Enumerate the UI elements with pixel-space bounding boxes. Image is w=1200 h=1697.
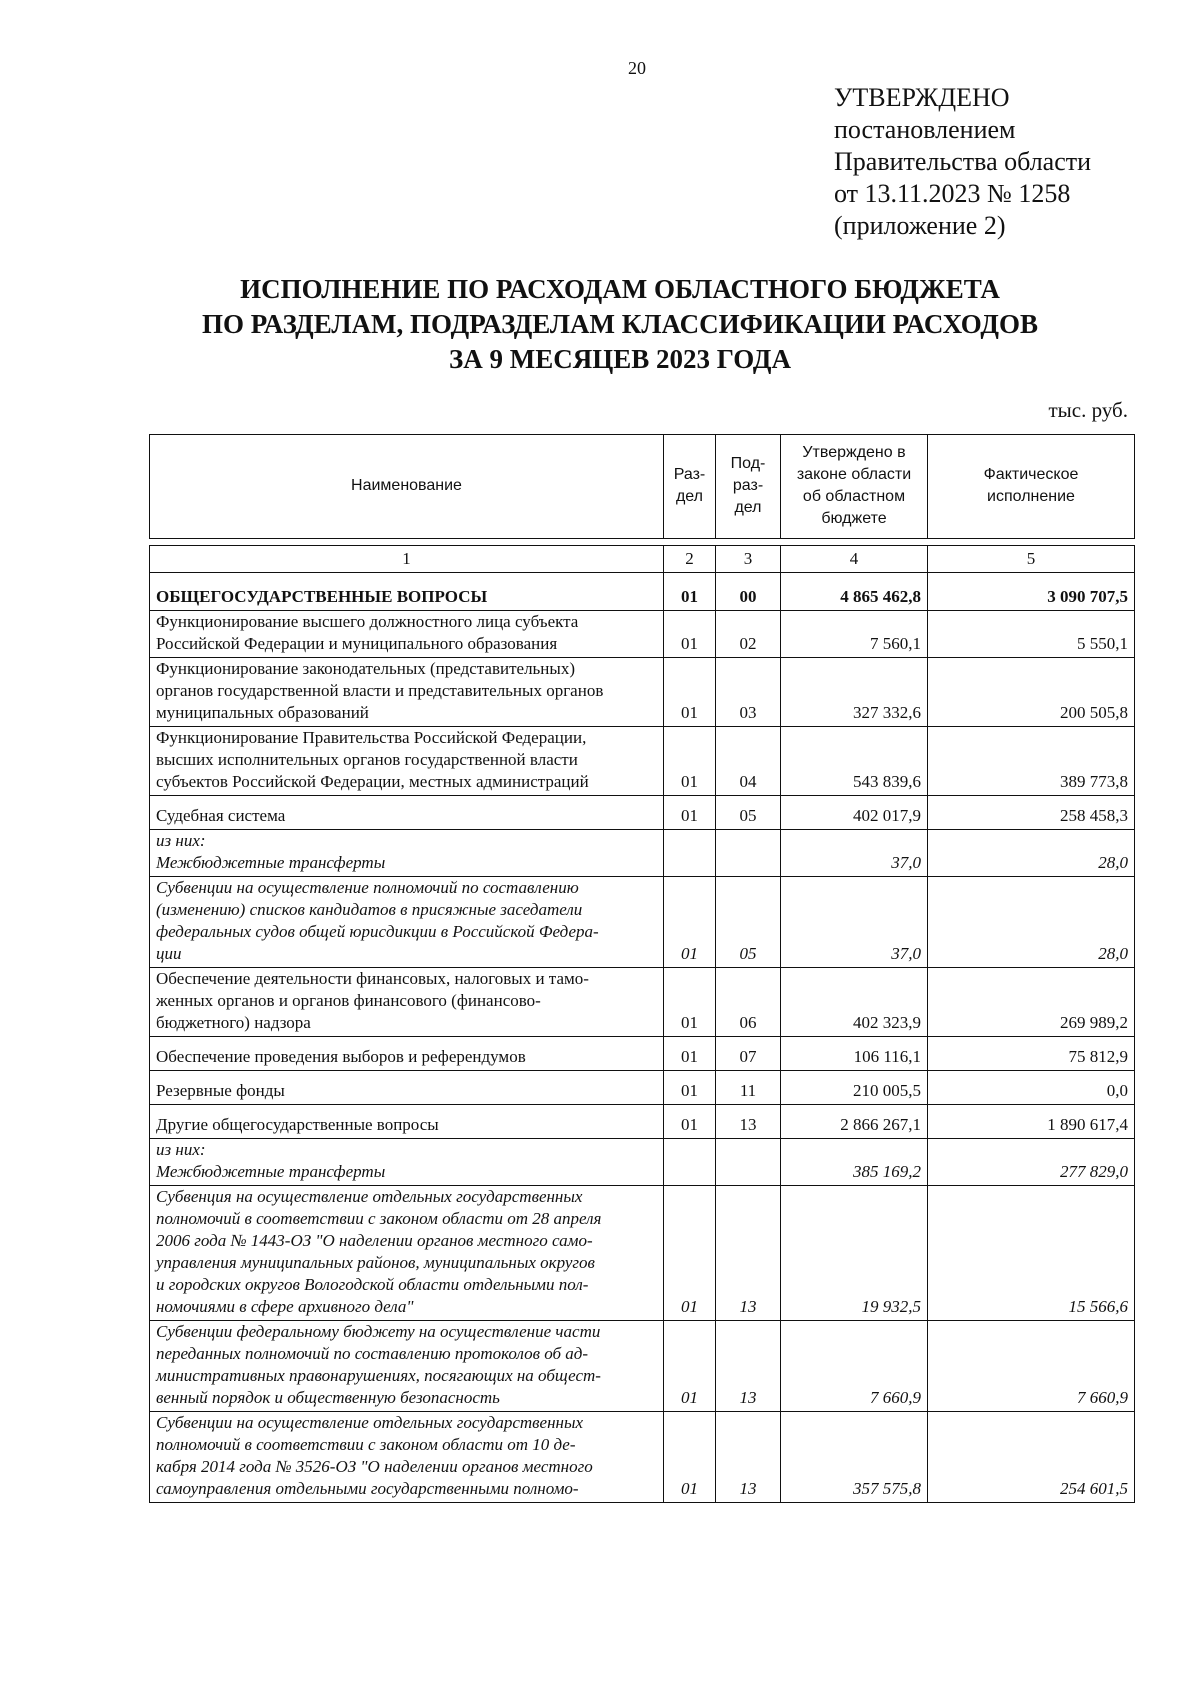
- row-actual-cell: 7 660,9: [928, 1321, 1135, 1412]
- row-approved-cell: 7 660,9: [781, 1321, 928, 1412]
- row-actual-cell: 254 601,5: [928, 1412, 1135, 1503]
- spacer-cell: [716, 539, 781, 546]
- spacer-cell: [781, 539, 928, 546]
- row-razdel-cell: [664, 830, 716, 877]
- row-approved-cell: 385 169,2: [781, 1139, 928, 1186]
- title-line-1: ИСПОЛНЕНИЕ ПО РАСХОДАМ ОБЛАСТНОГО БЮДЖЕТА: [240, 274, 1000, 304]
- approval-line-1: УТВЕРЖДЕНО: [834, 83, 1010, 112]
- table-row: [150, 796, 1135, 830]
- column-number-row: [150, 546, 1135, 573]
- row-podrazdel-cell: 13: [716, 1186, 781, 1321]
- row-podrazdel-cell: 05: [716, 877, 781, 968]
- row-razdel-cell: 01: [664, 1071, 716, 1105]
- row-razdel-cell: 01: [664, 796, 716, 830]
- table-row: [150, 1037, 1135, 1071]
- title-line-3: ЗА 9 МЕСЯЦЕВ 2023 ГОДА: [449, 344, 791, 374]
- row-name-cell: Резервные фонды: [150, 1071, 664, 1105]
- row-name-cell: Субвенция на осуществление отдельных государственных полномочий в соответствии с законом области от 28 апреля 2006 года № 1443-ОЗ "О наделении органов местного само- управления муниципальных районов, муниципальных округов и городских округов Вологодской области отдельными пол- номочиями в сфере архивного дела": [150, 1186, 664, 1321]
- units-label: тыс. руб.: [1048, 398, 1128, 422]
- row-podrazdel-cell: 03: [716, 658, 781, 727]
- header-podrazdel: Под- раз- дел: [716, 435, 781, 539]
- row-podrazdel-cell: 06: [716, 968, 781, 1037]
- row-podrazdel-cell: 13: [716, 1412, 781, 1503]
- row-podrazdel-cell: 13: [716, 1105, 781, 1139]
- row-name-cell: Обеспечение проведения выборов и референдумов: [150, 1037, 664, 1071]
- row-name-cell: Субвенции на осуществление отдельных государственных полномочий в соответствии с законом области от 10 де- кабря 2014 года № 3526-ОЗ "О наделении органов местного самоуправления отдельными государственными полномо-: [150, 1412, 664, 1503]
- header-name: Наименование: [150, 435, 664, 539]
- title-line-2: ПО РАЗДЕЛАМ, ПОДРАЗДЕЛАМ КЛАССИФИКАЦИИ РАСХОДОВ: [201, 309, 1039, 339]
- row-approved-cell: 37,0: [781, 830, 928, 877]
- approval-line-3: Правительства области: [834, 147, 1092, 176]
- row-actual-cell: 28,0: [928, 830, 1135, 877]
- row-actual-cell: 258 458,3: [928, 796, 1135, 830]
- row-name-cell: Функционирование высшего должностного лица субъекта Российской Федерации и муниципального образования: [150, 611, 664, 658]
- table-row: [150, 1412, 1135, 1503]
- row-razdel-cell: 01: [664, 611, 716, 658]
- row-razdel-cell: 01: [664, 1186, 716, 1321]
- row-approved-cell: 327 332,6: [781, 658, 928, 727]
- header-row: [150, 435, 1135, 539]
- row-razdel-cell: 01: [664, 877, 716, 968]
- table-body: [150, 539, 1135, 1503]
- row-podrazdel-cell: [716, 1139, 781, 1186]
- row-name-cell: Субвенции федеральному бюджету на осуществление части переданных полномочий по составлению протоколов об ад- министративных правонарушениях, посягающих на общест- венный порядок и общественную безопасность: [150, 1321, 664, 1412]
- row-podrazdel-cell: 05: [716, 796, 781, 830]
- budget-table: [149, 434, 1135, 1503]
- column-number-cell: 3: [716, 546, 781, 573]
- row-approved-cell: 19 932,5: [781, 1186, 928, 1321]
- approval-line-2: постановлением: [834, 115, 1016, 144]
- row-name-cell: из них: Межбюджетные трансферты: [150, 1139, 664, 1186]
- row-name-cell: из них: Межбюджетные трансферты: [150, 830, 664, 877]
- spacer-row: [150, 539, 1135, 546]
- row-name-cell: Функционирование законодательных (представительных) органов государственной власти и представительных органов муниципальных образований: [150, 658, 664, 727]
- row-razdel-cell: [664, 1139, 716, 1186]
- table-row: [150, 1186, 1135, 1321]
- row-name-cell: Судебная система: [150, 796, 664, 830]
- row-actual-cell: 200 505,8: [928, 658, 1135, 727]
- row-actual-cell: 15 566,6: [928, 1186, 1135, 1321]
- row-approved-cell: 7 560,1: [781, 611, 928, 658]
- row-name-cell: Обеспечение деятельности финансовых, налоговых и тамо- женных органов и органов финансового (финансово- бюджетного) надзора: [150, 968, 664, 1037]
- table-row: [150, 877, 1135, 968]
- row-actual-cell: 389 773,8: [928, 727, 1135, 796]
- row-podrazdel-cell: 00: [716, 573, 781, 611]
- row-actual-cell: 75 812,9: [928, 1037, 1135, 1071]
- row-name-cell: Функционирование Правительства Российской Федерации, высших исполнительных органов государственной власти субъектов Российской Федерации, местных администраций: [150, 727, 664, 796]
- row-approved-cell: 210 005,5: [781, 1071, 928, 1105]
- spacer-cell: [928, 539, 1135, 546]
- row-approved-cell: 402 017,9: [781, 796, 928, 830]
- table-row: [150, 658, 1135, 727]
- row-podrazdel-cell: 11: [716, 1071, 781, 1105]
- row-razdel-cell: 01: [664, 1412, 716, 1503]
- approval-line-5: (приложение 2): [834, 211, 1006, 240]
- table-row: [150, 1321, 1135, 1412]
- table-row: [150, 1071, 1135, 1105]
- table-row: [150, 968, 1135, 1037]
- row-actual-cell: 269 989,2: [928, 968, 1135, 1037]
- table-row: [150, 573, 1135, 611]
- column-number-cell: 2: [664, 546, 716, 573]
- spacer-cell: [150, 539, 664, 546]
- row-actual-cell: 3 090 707,5: [928, 573, 1135, 611]
- table-row: [150, 727, 1135, 796]
- header-approved: Утверждено в законе области об областном бюджете: [781, 435, 928, 539]
- row-razdel-cell: 01: [664, 1037, 716, 1071]
- row-podrazdel-cell: 04: [716, 727, 781, 796]
- row-approved-cell: 357 575,8: [781, 1412, 928, 1503]
- row-name-cell: Другие общегосударственные вопросы: [150, 1105, 664, 1139]
- column-number-cell: 5: [928, 546, 1135, 573]
- row-approved-cell: 543 839,6: [781, 727, 928, 796]
- row-actual-cell: 277 829,0: [928, 1139, 1135, 1186]
- row-razdel-cell: 01: [664, 573, 716, 611]
- header-razdel: Раз- дел: [664, 435, 716, 539]
- row-approved-cell: 37,0: [781, 877, 928, 968]
- row-actual-cell: 1 890 617,4: [928, 1105, 1135, 1139]
- approval-line-4: от 13.11.2023 № 1258: [834, 179, 1071, 208]
- page-number: 20: [628, 58, 646, 78]
- document-title: [150, 272, 1090, 377]
- table-row: [150, 611, 1135, 658]
- row-approved-cell: 2 866 267,1: [781, 1105, 928, 1139]
- row-podrazdel-cell: 02: [716, 611, 781, 658]
- row-name-cell: ОБЩЕГОСУДАРСТВЕННЫЕ ВОПРОСЫ: [150, 573, 664, 611]
- row-podrazdel-cell: [716, 830, 781, 877]
- row-razdel-cell: 01: [664, 727, 716, 796]
- row-podrazdel-cell: 13: [716, 1321, 781, 1412]
- row-razdel-cell: 01: [664, 1105, 716, 1139]
- row-name-cell: Субвенции на осуществление полномочий по составлению (изменению) списков кандидатов в присяжные заседатели федеральных судов общей юрисдикции в Российской Федера- ции: [150, 877, 664, 968]
- table-row: [150, 1105, 1135, 1139]
- row-razdel-cell: 01: [664, 968, 716, 1037]
- row-approved-cell: 106 116,1: [781, 1037, 928, 1071]
- header-actual: Фактическое исполнение: [928, 435, 1135, 539]
- row-approved-cell: 402 323,9: [781, 968, 928, 1037]
- column-number-cell: 1: [150, 546, 664, 573]
- table-row: [150, 830, 1135, 877]
- row-approved-cell: 4 865 462,8: [781, 573, 928, 611]
- row-actual-cell: 5 550,1: [928, 611, 1135, 658]
- column-number-cell: 4: [781, 546, 928, 573]
- approval-stamp: [834, 82, 1091, 242]
- row-podrazdel-cell: 07: [716, 1037, 781, 1071]
- row-razdel-cell: 01: [664, 1321, 716, 1412]
- row-razdel-cell: 01: [664, 658, 716, 727]
- table-row: [150, 1139, 1135, 1186]
- row-actual-cell: 28,0: [928, 877, 1135, 968]
- spacer-cell: [664, 539, 716, 546]
- row-actual-cell: 0,0: [928, 1071, 1135, 1105]
